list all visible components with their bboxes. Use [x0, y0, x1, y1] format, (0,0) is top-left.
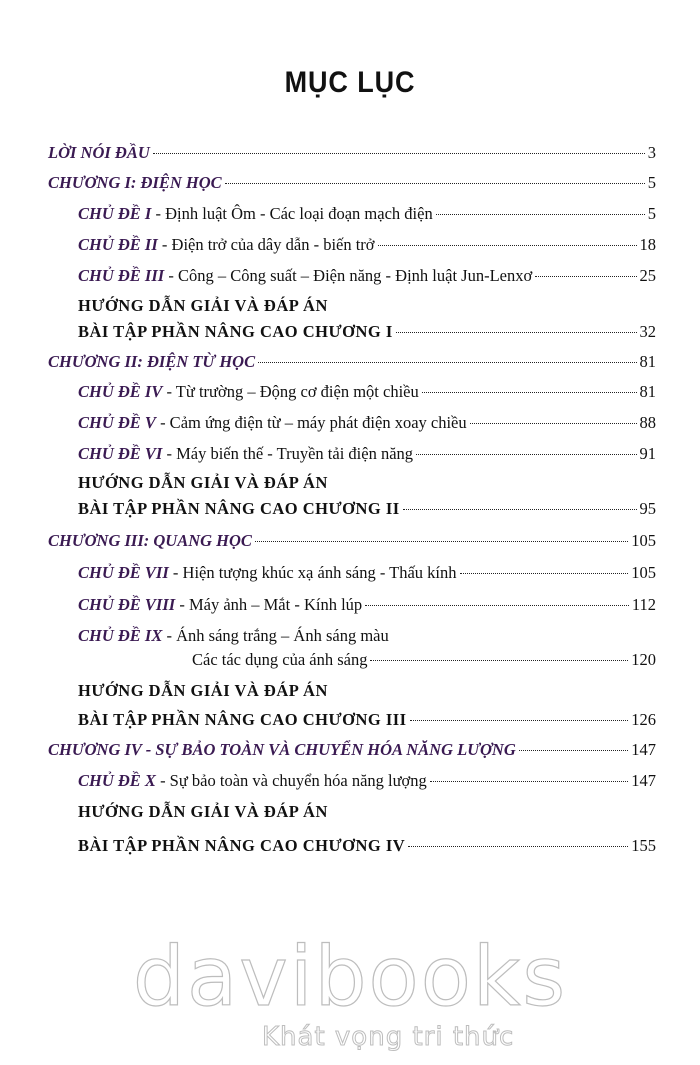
toc-entry-label: CHƯƠNG IV - SỰ BẢO TOÀN VÀ CHUYỂN HÓA NĂNG LƯỢNG — [48, 740, 516, 759]
dot-leader — [436, 214, 645, 215]
topic-text: - Định luật Ôm - Các loại đoạn mạch điện — [151, 204, 433, 223]
topic-key: CHỦ ĐỀ I — [78, 204, 152, 223]
toc-entry-guide-4[interactable] — [78, 836, 656, 858]
toc-page-number: 81 — [639, 352, 656, 371]
watermark-brand: davibooks — [132, 930, 568, 1025]
toc-page-number: 147 — [631, 740, 656, 759]
toc-page-number: 112 — [631, 595, 656, 614]
topic-key: CHỦ ĐỀ VIII — [78, 595, 176, 614]
dot-leader — [470, 423, 637, 424]
topic-key: CHỦ ĐỀ V — [78, 413, 156, 432]
toc-entry-label: CHƯƠNG I: ĐIỆN HỌC — [48, 173, 222, 192]
topic-key: CHỦ ĐỀ VII — [78, 563, 169, 582]
dot-leader — [519, 750, 629, 751]
topic-key: CHỦ ĐỀ IX — [78, 626, 163, 645]
toc-page-number: 126 — [631, 710, 656, 729]
dot-leader — [408, 846, 628, 847]
topic-key: CHỦ ĐỀ III — [78, 266, 165, 285]
toc-page-number: 5 — [647, 204, 656, 223]
watermark-slogan: Khát vọng tri thức — [262, 1022, 515, 1052]
topic-text: - Hiện tượng khúc xạ ánh sáng - Thấu kính — [168, 563, 457, 582]
topic-key: CHỦ ĐỀ VI — [78, 444, 163, 463]
toc-entry-label: Các tác dụng của ánh sáng — [192, 650, 368, 669]
toc-entry-chapter-3[interactable] — [48, 531, 656, 553]
toc-page-number: 120 — [631, 650, 656, 669]
toc-entry-topic-3[interactable] — [78, 266, 656, 288]
toc-entry-topic-7[interactable] — [78, 563, 656, 585]
dot-leader — [153, 153, 645, 154]
dot-leader — [422, 392, 637, 393]
topic-text: - Máy biến thế - Truyền tải điện năng — [162, 444, 414, 463]
topic-text: - Sự bảo toàn và chuyển hóa năng lượng — [155, 771, 427, 790]
dot-leader — [258, 362, 636, 363]
toc-entry-topic-6[interactable] — [78, 444, 656, 466]
toc-entry-topic-2[interactable] — [78, 235, 656, 257]
dot-leader — [535, 276, 636, 277]
topic-text: - Máy ảnh – Mắt - Kính lúp — [175, 595, 363, 614]
dot-leader — [430, 781, 628, 782]
toc-entry-topic-9-first-line[interactable] — [78, 626, 389, 646]
toc-page-number: 3 — [647, 143, 656, 162]
toc-entry-label: BÀI TẬP PHẦN NÂNG CAO CHƯƠNG II — [78, 499, 400, 518]
page-title: MỤC LỤC — [284, 66, 416, 99]
toc-entry-label: CHƯƠNG II: ĐIỆN TỪ HỌC — [48, 352, 256, 371]
topic-text: - Điện trở của dây dẫn - biến trở — [157, 235, 375, 254]
topic-key: CHỦ ĐỀ IV — [78, 382, 163, 401]
topic-text: - Cảm ứng điện từ – máy phát điện xoay chiều — [155, 413, 467, 432]
toc-entry-guide-3[interactable] — [78, 710, 656, 732]
dot-leader — [370, 660, 628, 661]
toc-entry-label: BÀI TẬP PHẦN NÂNG CAO CHƯƠNG III — [78, 710, 407, 729]
toc-entry-chapter-1[interactable] — [48, 173, 656, 195]
topic-key: CHỦ ĐỀ II — [78, 235, 158, 254]
dot-leader — [365, 605, 629, 606]
toc-entry-foreword[interactable] — [48, 143, 656, 165]
toc-page-number: 105 — [631, 563, 656, 582]
toc-page-number: 88 — [639, 413, 656, 432]
dot-leader — [225, 183, 645, 184]
toc-entry-topic-10[interactable] — [78, 771, 656, 793]
toc-page-number: 95 — [639, 499, 656, 518]
toc-page-number: 105 — [631, 531, 656, 550]
topic-text: - Ánh sáng trắng – Ánh sáng màu — [162, 626, 389, 645]
toc-entry-guide-2[interactable] — [78, 499, 656, 521]
dot-leader — [460, 573, 629, 574]
dot-leader — [396, 332, 637, 333]
toc-entry-topic-5[interactable] — [78, 413, 656, 435]
toc-page-number: 5 — [647, 173, 656, 192]
toc-page-number: 18 — [639, 235, 656, 254]
guide-heading: HƯỚNG DẪN GIẢI VÀ ĐÁP ÁN — [78, 802, 328, 821]
toc-entry-label: BÀI TẬP PHẦN NÂNG CAO CHƯƠNG IV — [78, 836, 406, 855]
guide-heading: HƯỚNG DẪN GIẢI VÀ ĐÁP ÁN — [78, 681, 328, 700]
toc-entry-topic-9[interactable] — [192, 650, 656, 672]
toc-page-number: 32 — [639, 322, 656, 341]
toc-entry-chapter-4[interactable] — [48, 740, 656, 762]
toc-entry-topic-1[interactable] — [78, 204, 656, 226]
topic-text: - Từ trường – Động cơ điện một chiều — [162, 382, 419, 401]
topic-text: - Công – Công suất – Điện năng - Định luật Jun-Lenxơ — [164, 266, 533, 285]
topic-key: CHỦ ĐỀ X — [78, 771, 156, 790]
toc-entry-topic-8[interactable] — [78, 595, 656, 617]
toc-entry-topic-4[interactable] — [78, 382, 656, 404]
guide-heading: HƯỚNG DẪN GIẢI VÀ ĐÁP ÁN — [78, 473, 328, 492]
toc-page-number: 81 — [639, 382, 656, 401]
toc-entry-chapter-2[interactable] — [48, 352, 656, 374]
toc-entry-label: LỜI NÓI ĐẦU — [48, 143, 150, 162]
toc-page-number: 25 — [639, 266, 656, 285]
toc-page-number: 147 — [631, 771, 656, 790]
dot-leader — [403, 509, 637, 510]
dot-leader — [410, 720, 629, 721]
dot-leader — [255, 541, 628, 542]
dot-leader — [416, 454, 636, 455]
toc-entry-guide-1[interactable] — [78, 322, 656, 344]
guide-heading: HƯỚNG DẪN GIẢI VÀ ĐÁP ÁN — [78, 296, 328, 315]
toc-page-number: 155 — [631, 836, 656, 855]
toc-entry-label: BÀI TẬP PHẦN NÂNG CAO CHƯƠNG I — [78, 322, 393, 341]
dot-leader — [378, 245, 637, 246]
toc-entry-label: CHƯƠNG III: QUANG HỌC — [48, 531, 252, 550]
toc-page-number: 91 — [639, 444, 656, 463]
